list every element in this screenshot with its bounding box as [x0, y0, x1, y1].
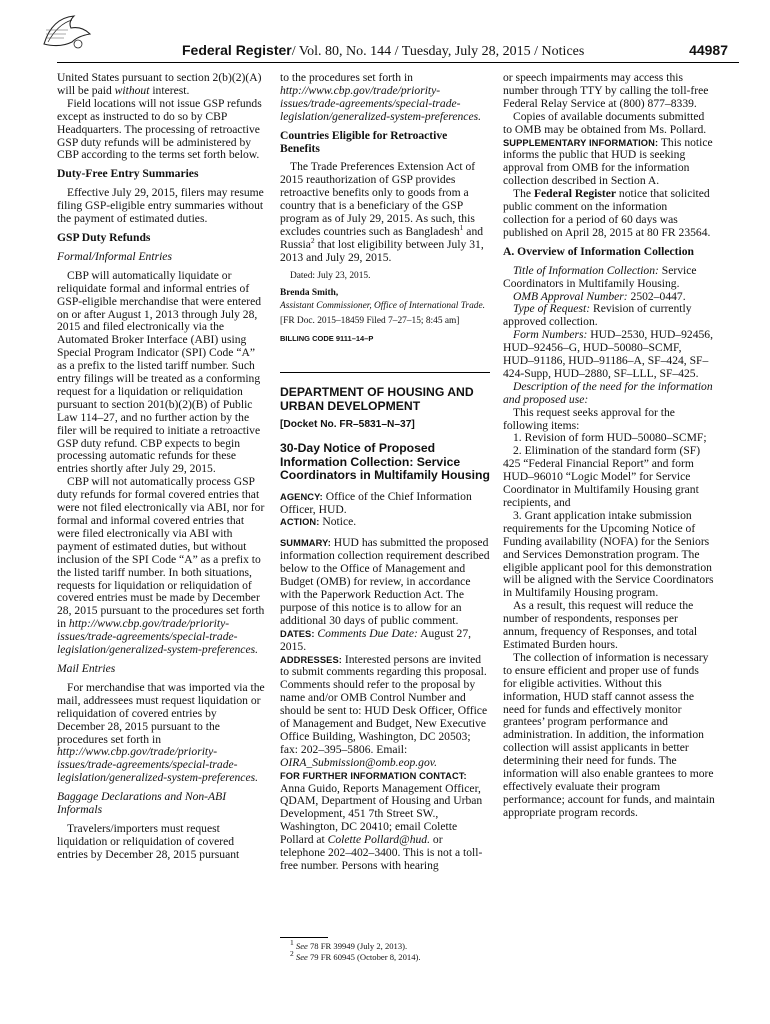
paragraph [57, 682, 267, 785]
text: 79 FR 60945 (October 8, 2014). [307, 952, 421, 962]
list-item: 2. Elimination of the standard form (SF) 425 “Federal Financial Report” and form HUD–96010 “Logic Model” for Service Coordinator in Multifamily Housing grant recipients, and [503, 444, 701, 509]
text: August 27, 2015. [280, 626, 472, 653]
emphasis: See [295, 941, 308, 951]
section-heading: GSP Duty Refunds [57, 230, 151, 244]
emphasis: Title of Information Collection: [513, 263, 659, 277]
paragraph: CBP will automatically liquidate or reliquidate formal and informal entries of GSP-eligible merchandise that were entered on or after August 1, 2013 through July 28, 2015 and filed electronically via the Automated Broker Interface (ABI) using Special Program Indicator (SPI) Code “A” as a prefix to the listed tariff number. Such entry filings will be treated as a conforming request for a liquidation or reliquidation pursuant to section 201(b)(2)(B) of Public Law 114–27, and no further action by the filer will be required to initiate a retroactive GSP duty refund. CBP expects to begin processing automatic refunds for these entries shortly after July 29, 2015. [57, 268, 262, 476]
text: Revision of currently approved collection. [503, 302, 692, 329]
list-item: 3. Grant application intake submission requirements for the Upcoming Notice of Funding availability (NOFA) for the Seniors and Services Demonstration program. The eligible applicant pool for this demonstration will be aligned with the Service Coordinators in Multifamily Housing program. [503, 508, 714, 600]
addresses-paragraph [280, 654, 490, 770]
column-3 [503, 72, 715, 820]
dated-line: Dated: July 23, 2015. [290, 270, 371, 281]
paragraph: Copies of available documents submitted to OMB may be obtained from Ms. Pollard. [503, 109, 707, 136]
text: Anna Guido, Reports Management Officer, QDAM, Department of Housing and Urban Development, 451 7th Street SW., Washington, DC 20410; email Colette Pollard at [280, 781, 483, 847]
paragraph [503, 329, 715, 381]
text: Notice. [319, 515, 357, 529]
text: Service Coordinators in Multifamily Housing. [503, 263, 697, 290]
paragraph [503, 265, 715, 291]
journal-name: Federal Register [182, 42, 292, 58]
running-header [0, 40, 770, 64]
emphasis: Description of the need for the information and proposed use: [503, 379, 713, 406]
document-separator [280, 372, 490, 373]
link[interactable]: http://www.cbp.gov/trade/priority-issues/trade-agreements/special-trade-legislation/generalized-system-preferences. [57, 617, 259, 657]
email-link[interactable]: OIRA_Submission@omb.eop.gov. [280, 755, 437, 769]
text: HUD–2530, HUD–92456, HUD–92456–G, HUD–50080–SCMF, HUD–91186, HUD–91186–A, SF–424, SF–424-Supp, HUD–2880, SF–LLL, SF–425. [503, 328, 714, 380]
paragraph: This request seeks approval for the following items: [503, 405, 675, 432]
supplementary-paragraph [503, 137, 715, 189]
text: The Trade Preferences Extension Act of 2015 reauthorization of GSP provides retroactive benefits only to goods from a country that is a beneficiary of the GSP program as of July 29, 2015. As such, this excludes countries such as Bangladesh [280, 160, 476, 238]
text: United States pursuant to section 2(b)(2)(A) will be paid [57, 71, 262, 97]
paragraph [57, 72, 267, 98]
issue-info: / Vol. 80, No. 144 / Tuesday, July 28, 2015 / Notices [291, 44, 585, 59]
footnotes [280, 937, 490, 963]
footnote-ref[interactable]: 1 [459, 223, 464, 233]
subsection-heading: Formal/Informal Entries [57, 249, 172, 263]
paragraph: The collection of information is necessary to ensure efficient and proper use of funds for eligible activities. Without this information, HUD staff cannot assess the need for funds and effectively monitor grantees’ program performance and administration. In addition, the information collection will assist applicants in better determining their need for funds. The information will also enable grantees to more effectively evaluate their program performance; account for funds, and maintain appropriate program records. [503, 650, 715, 819]
page-number: 44987 [689, 42, 728, 58]
subsection-heading: Baggage Declarations and Non-ABI Informals [57, 790, 227, 817]
label: ADDRESSES: [280, 654, 342, 665]
running-head [182, 42, 584, 60]
section-heading: Countries Eligible for Retroactive Benefits [280, 128, 448, 155]
footnote-number: 2 [290, 949, 294, 959]
signer-name: Brenda Smith, [280, 287, 339, 298]
text: interest. [149, 83, 190, 97]
paragraph [280, 72, 490, 124]
text: HUD has submitted the proposed information collection requirement described below to the Office of Management and Budget (OMB) for review, in accordance with the Paperwork Reduction Act. The purpose of this notice is to allow for an additional 30 days of public comment. [280, 536, 490, 627]
paragraph [503, 381, 715, 407]
text: Office of the Chief Information Officer, HUD. [280, 489, 472, 516]
action-line [280, 516, 490, 529]
text: CBP will not automatically process GSP duty refunds for formal covered entries that were not filed electronically via ABI, nor for formal and informal covered entries that were filed electronically via ABI with payment of estimated duties, but without inclusion of the SPI Code “A” as a prefix to the listed tariff number. In both situations, requests for liquidation or reliquidation of covered entries must be made by December 28, 2015 pursuant to the procedures set forth in [57, 475, 265, 631]
paragraph: Effective July 29, 2015, filers may resume filing GSP-eligible entry summaries without the payment of estimated duties. [57, 186, 264, 226]
text: 2502–0447. [627, 289, 686, 303]
summary-paragraph [280, 537, 490, 627]
agency-line [280, 491, 490, 517]
label: FOR FURTHER INFORMATION CONTACT: [280, 770, 467, 781]
paragraph: As a result, this request will reduce the number of respondents, responses per annum, frequency of Responses, and total Estimated Burden hours. [503, 599, 698, 651]
emphasis: Form Numbers: [513, 328, 588, 342]
paragraph [503, 303, 715, 329]
billing-code: BILLING CODE 9111–14–P [280, 334, 374, 344]
text: This notice informs the public that HUD is seeking approval from OMB for the information collection described in Section A. [503, 135, 713, 188]
column-2 [280, 72, 490, 873]
document-title: 30-Day Notice of Proposed Information Collection: Service Coordinators in Multifamily Housing [280, 441, 490, 483]
footnote [290, 938, 490, 952]
emphasis: See [295, 952, 308, 962]
label: DATES: [280, 628, 315, 639]
paragraph [503, 188, 715, 240]
subsection-heading: Mail Entries [57, 661, 116, 675]
footnote-rule [280, 937, 328, 938]
paragraph [280, 161, 490, 264]
emphasis: Comments Due Date: [314, 626, 418, 640]
text: 78 FR 39949 (July 2, 2013). [307, 941, 408, 951]
fr-doc-line: [FR Doc. 2015–18459 Filed 7–27–15; 8:45 am] [280, 316, 460, 327]
column-1 [57, 72, 267, 862]
label: AGENCY: [280, 491, 323, 502]
emphasis: without [114, 83, 150, 97]
text: to the procedures set forth in [280, 71, 413, 84]
paragraph: or speech impairments may access this number through TTY by calling the toll-free Federal Relay Service at (800) 877–8339. [503, 71, 709, 110]
link[interactable]: http://www.cbp.gov/trade/priority-issues/trade-agreements/special-trade-legislation/generalized-system-preferences. [57, 745, 259, 785]
label: SUMMARY: [280, 538, 331, 549]
contact-paragraph [280, 770, 490, 873]
text: notice that solicited public comment on the information collection for a period of 60 days was published on April 28, 2015 at 80 FR 23564. [503, 187, 711, 239]
paragraph: Travelers/importers must request liquidation or reliquidation of covered entries by December 28, 2015 pursuant [57, 821, 240, 861]
footnote-ref[interactable]: 2 [310, 236, 315, 246]
docket-number: [Docket No. FR–5831–N–37] [280, 419, 415, 431]
text: and Russia [280, 224, 484, 251]
text: that lost eligibility between July 31, 2013 and July 29, 2015. [280, 237, 484, 264]
email-link[interactable]: Colette Pollard@hud. [327, 833, 430, 847]
text: For merchandise that was imported via the mail, addressees must request liquidation or reliquidation of covered entries by December 28, 2015 pursuant to the procedures set forth in [57, 680, 265, 746]
section-heading: A. Overview of Information Collection [503, 244, 694, 258]
agency-heading: DEPARTMENT OF HOUSING AND URBAN DEVELOPMENT [280, 385, 474, 413]
footnote-number: 1 [290, 938, 294, 948]
paragraph: Field locations will not issue GSP refunds except as instructed to do so by CBP Headquarters. The processing of retroactive GSP duty refunds will be administered by CBP according to the terms set forth below. [57, 96, 262, 162]
signer-title: Assistant Commissioner, Office of International Trade. [280, 300, 485, 311]
header-rule [57, 62, 739, 63]
text: The [513, 187, 534, 201]
paragraph [57, 476, 267, 657]
emphasis: Type of Request: [513, 302, 591, 316]
footnote [290, 949, 490, 963]
list-item: 1. Revision of form HUD–50080–SCMF; [513, 431, 707, 445]
bold-text: Federal Register [533, 187, 617, 201]
dates-paragraph [280, 628, 490, 654]
link[interactable]: http://www.cbp.gov/trade/priority-issues/trade-agreements/special-trade-legislation/generalized-system-preferences. [280, 83, 482, 123]
emphasis: OMB Approval Number: [513, 289, 628, 303]
text: Interested persons are invited to submit comments regarding this proposal. Comments should refer to the proposal by name and/or OMB Control Number and should be sent to: HUD Desk Officer, Office of Management and Budget, New Executive Office Building, Washington, DC 20503; fax: 202–395–5806. Email: [280, 652, 488, 756]
text: or telephone 202–402–3400. This is not a toll-free number. Persons with hearing [280, 833, 483, 872]
section-heading: Duty-Free Entry Summaries [57, 167, 199, 181]
label: ACTION: [280, 517, 320, 528]
label: SUPPLEMENTARY INFORMATION: [503, 137, 659, 148]
